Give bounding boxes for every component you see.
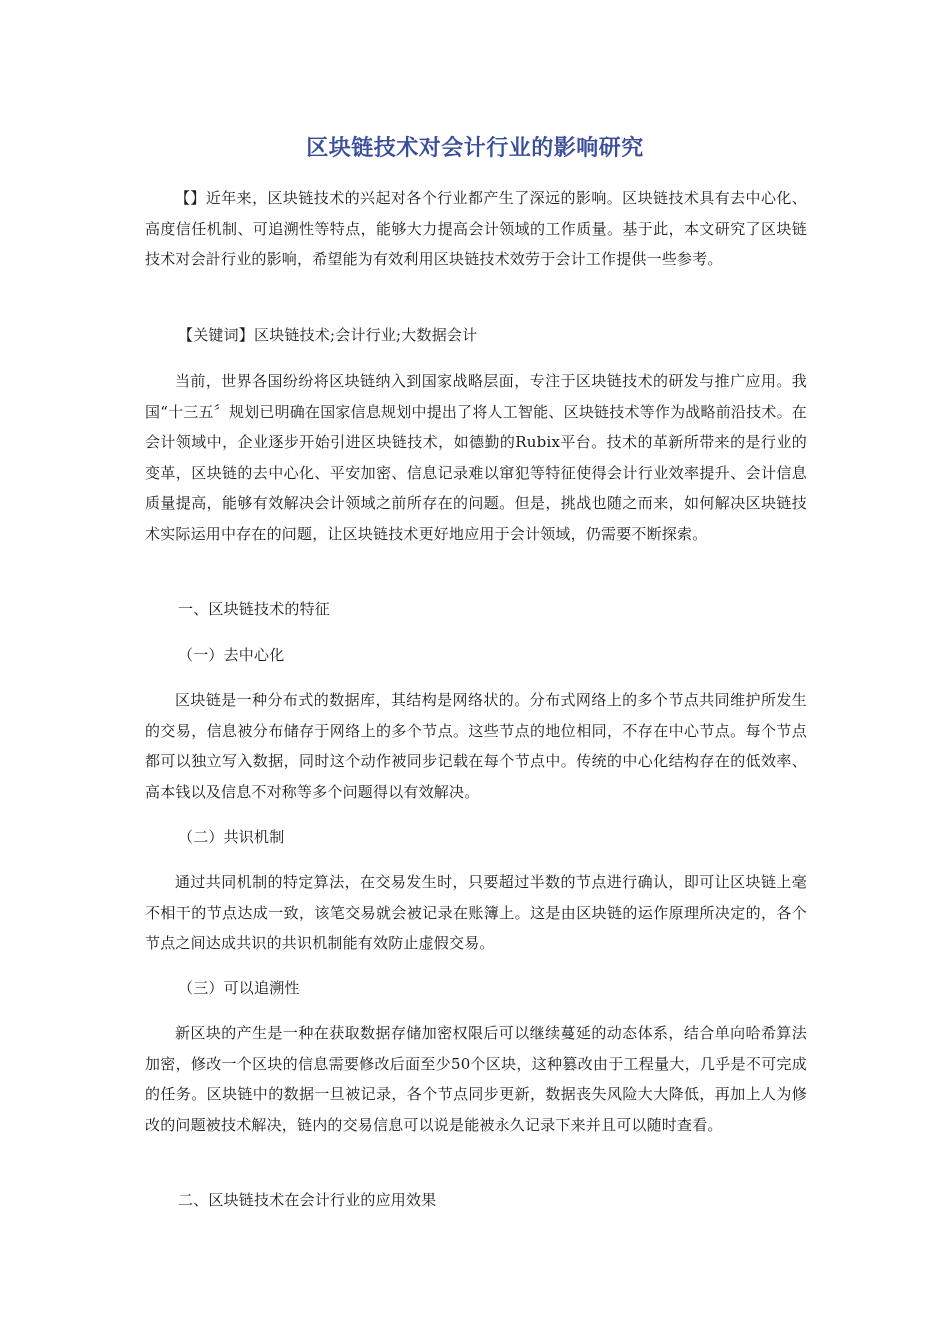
subsection2-paragraph: 通过共同机制的特定算法，在交易发生时，只要超过半数的节点进行确认，即可让区块链上毫不相干的节点达成一致，该笔交易就会被记录在账簿上。这是由区块链的运作原理所决定的，各个节点之间达成共识的共识机制能有效防止虚假交易。 xyxy=(145,873,807,952)
abstract-paragraph: 【】近年来，区块链技术的兴起对各个行业都产生了深远的影响。区块链技术具有去中心化、高度信任机制、可追溯性等特点，能够大力提高会计领域的工作质量。基于此，本文研究了区块链技术对会計行业的影响，希望能为有效利用区块链技术效劳于会计工作提供一些参考。 xyxy=(145,189,807,268)
document-title: 区块链技术对会计行业的影响研究 xyxy=(306,136,644,161)
section1-heading: 一、区块链技术的特征 xyxy=(178,600,331,618)
subsection3-heading: （三）可以追溯性 xyxy=(178,979,300,997)
subsection1-heading: （一）去中心化 xyxy=(178,646,285,664)
subsection2-heading: （二）共识机制 xyxy=(178,828,285,846)
subsection3-paragraph: 新区块的产生是一种在获取数据存储加密权限后可以继续蔓延的动态体系，结合单向哈希算法加密，修改一个区块的信息需要修改后面至少50个区块，这种篡改由于工程量大，几乎是不可完成的任务。区块链中的数据一旦被记录，各个节点同步更新，数据丧失风险大大降低，再加上人为修改的问题被技术解决，链内的交易信息可以说是能被永久记录下来并且可以随时查看。 xyxy=(145,1024,807,1134)
section2-heading: 二、区块链技术在会计行业的应用效果 xyxy=(178,1191,437,1209)
keywords-line: 【关键词】区块链技术;会计行业;大数据会计 xyxy=(178,326,478,344)
subsection1-paragraph: 区块链是一种分布式的数据库，其结构是网络状的。分布式网络上的多个节点共同维护所发生的交易，信息被分布储存于网络上的多个节点。这些节点的地位相同，不存在中心节点。每个节点都可以独立写入数据，同时这个动作被同步记载在每个节点中。传统的中心化结构存在的低效率、高本钱以及信息不对称等多个问题得以有效解决。 xyxy=(145,691,807,801)
intro-paragraph: 当前，世界各国纷纷将区块链纳入到国家战略层面，专注于区块链技术的研发与推广应用。我国“十三五〞规划已明确在国家信息规划中提出了将人工智能、区块链技术等作为战略前沿技术。在会计领域中，企业逐步开始引进区块链技术，如德勤的Rubix平台。技术的革新所带来的是行业的变革，区块链的去中心化、平安加密、信息记录难以窜犯等特征使得会计行业效率提升、会计信息质量提高，能够有效解决会计领域之前所存在的问题。但是，挑战也随之而来，如何解决区块链技术实际运用中存在的问题，让区块链技术更好地应用于会计领域，仍需要不断探索。 xyxy=(145,372,807,543)
